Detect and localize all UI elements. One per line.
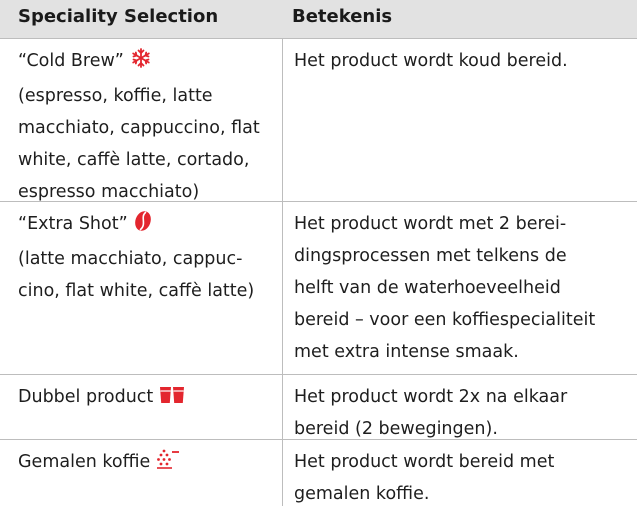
selection-title: “Extra Shot”	[18, 214, 128, 234]
meaning-line: bereid (2 bewegingen).	[294, 419, 498, 439]
meaning-line: bereid – voor een koffiespecialiteit	[294, 310, 596, 330]
ground-coffee-icon	[156, 448, 180, 481]
column-divider	[282, 39, 283, 201]
meaning-line: gemalen koffie.	[294, 484, 430, 504]
meaning-line: helft van de waterhoeveelheid	[294, 278, 561, 298]
selection-detail-line: (latte macchiato, cappuc-	[18, 249, 243, 269]
selection-cell	[18, 208, 276, 307]
column-divider	[282, 375, 283, 439]
selection-detail-line: macchiato, cappuccino, flat	[18, 118, 260, 138]
meaning-cell	[294, 45, 634, 77]
meaning-line: Het product wordt bereid met	[294, 452, 555, 472]
selection-cell	[18, 45, 276, 208]
column-divider	[282, 202, 283, 374]
meaning-cell	[294, 446, 634, 510]
table-row-dubbel-product	[0, 375, 637, 440]
selection-detail-line: espresso macchiato)	[18, 182, 200, 202]
selection-title: Dubbel product	[18, 387, 154, 407]
table-row-extra-shot	[0, 202, 637, 375]
selection-cell	[18, 446, 276, 481]
meaning-cell	[294, 208, 634, 368]
selection-cell	[18, 381, 276, 416]
header-speciality-selection: Speciality Selection	[18, 6, 219, 27]
table-header	[0, 0, 637, 39]
column-divider	[282, 440, 283, 506]
selection-title: Gemalen koffie	[18, 452, 151, 472]
selection-title: “Cold Brew”	[18, 51, 124, 71]
selection-detail-line: (espresso, koffie, latte	[18, 86, 213, 106]
selection-detail-line: white, caffè latte, cortado,	[18, 150, 250, 170]
coffee-bean-icon	[134, 210, 152, 243]
table-row-cold-brew	[0, 39, 637, 202]
double-cup-icon	[159, 384, 185, 416]
selection-detail-line: cino, flat white, caffè latte)	[18, 281, 255, 301]
snowflake-icon	[130, 47, 152, 80]
meaning-line: Het product wordt 2x na elkaar	[294, 387, 568, 407]
meaning-line: Het product wordt koud bereid.	[294, 51, 568, 71]
header-betekenis: Betekenis	[292, 6, 393, 27]
meaning-line: Het product wordt met 2 berei-	[294, 214, 567, 234]
table-row-gemalen-koffie	[0, 440, 637, 506]
meaning-line: dingsprocessen met telkens de	[294, 246, 567, 266]
meaning-cell	[294, 381, 634, 445]
meaning-line: met extra intense smaak.	[294, 342, 519, 362]
